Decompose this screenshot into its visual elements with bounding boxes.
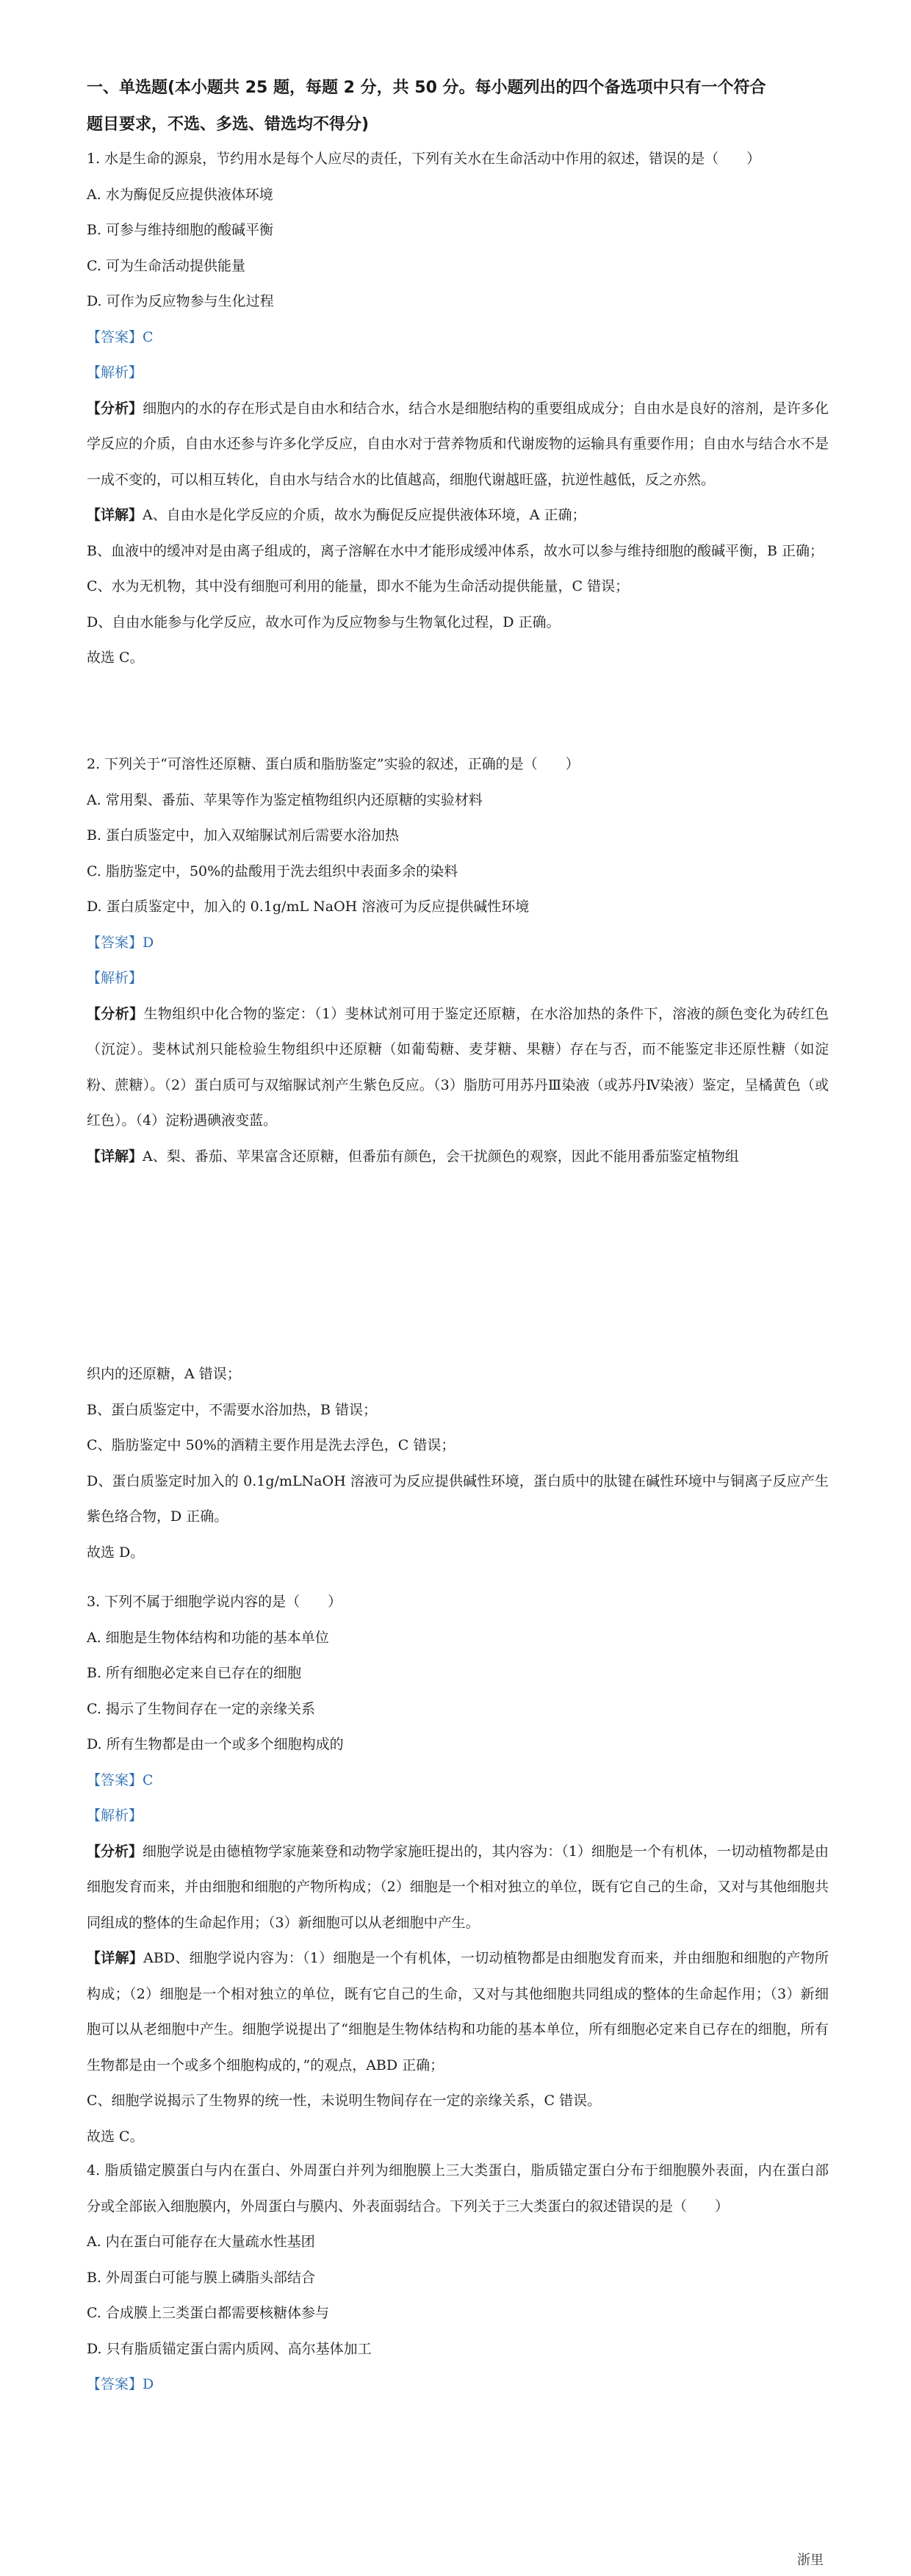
analysis-tag: 【分析】 [87, 400, 143, 417]
question-4 [87, 2153, 829, 2403]
option-a: A. 水为酶促反应提供液体环境 [87, 186, 273, 203]
option-b: B. 可参与维持细胞的酸碱平衡 [87, 222, 274, 238]
question-stem: 2. 下列关于“可溶性还原糖、蛋白质和脂肪鉴定”实验的叙述，正确的是（ ） [87, 756, 580, 772]
option-d: D. 蛋白质鉴定中，加入的 0.1g/mL NaOH 溶液可为反应提供碱性环境 [87, 899, 530, 915]
detail-text-a-part1: A、梨、番茄、苹果富含还原糖，但番茄有颜色，会干扰颜色的观察，因此不能用番茄鉴定植物组 [143, 1148, 739, 1165]
option-c: C. 可为生命活动提供能量 [87, 257, 245, 274]
explanation-label: 【解析】 [87, 970, 143, 986]
option-d: D. 所有生物都是由一个或多个细胞构成的 [87, 1736, 344, 1752]
detail-text-b: B、蛋白质鉴定中，不需要水浴加热，B 错误； [87, 1401, 377, 1418]
conclusion: 故选 C。 [87, 2128, 144, 2145]
analysis-paragraph [87, 1834, 829, 1941]
conclusion: 故选 C。 [87, 650, 144, 666]
option-c: C. 揭示了生物间存在一定的亲缘关系 [87, 1700, 315, 1717]
explanation-label: 【解析】 [87, 1807, 143, 1824]
question-1 [87, 141, 829, 676]
detail-text-c: C、水为无机物，其中没有细胞可利用的能量，即水不能为生命活动提供能量，C 错误； [87, 578, 630, 594]
analysis-text: 细胞内的水的存在形式是自由水和结合水，结合水是细胞结构的重要组成成分；自由水是良好的溶剂，是许多化学反应的介质，自由水还参与许多化学反应，自由水对于营养物质和代谢废物的运输具有重要作用；自由水与结合水不是一成不变的，可以相互转化，自由水与结合水的比值越高，细胞代谢越旺盛，抗逆性越低，反之亦然。 [87, 400, 829, 488]
option-a: A. 内在蛋白可能存在大量疏水性基团 [87, 2234, 315, 2250]
option-a: A. 细胞是生物体结构和功能的基本单位 [87, 1629, 329, 1646]
detail-tag: 【详解】 [87, 1950, 144, 1966]
section-title-line2: 题目要求，不选、多选、错选均不得分) [87, 115, 370, 134]
answer-label: 【答案】C [87, 328, 154, 345]
analysis-tag: 【分析】 [87, 1005, 144, 1022]
detail-text-d: D、蛋白质鉴定时加入的 0.1g/mLNaOH 溶液可为反应提供碱性环境，蛋白质中的肽键在碱性环境中与铜离子反应产生紫色络合物，D 正确。 [87, 1472, 829, 1525]
option-d: D. 只有脂质锚定蛋白需内质网、高尔基体加工 [87, 2340, 372, 2357]
section-heading [87, 70, 829, 143]
option-a: A. 常用梨、番茄、苹果等作为鉴定植物组织内还原糖的实验材料 [87, 791, 483, 808]
footer-text: 浙里 [797, 2552, 824, 2568]
answer-label: 【答案】D [87, 934, 154, 951]
option-c: C. 合成膜上三类蛋白都需要核糖体参与 [87, 2305, 329, 2321]
detail-text-b: B、血液中的缓冲对是由离子组成的，离子溶解在水中才能形成缓冲体系，故水可以参与维持细胞的酸碱平衡，B 正确； [87, 542, 824, 559]
detail-paragraph [87, 1940, 829, 2083]
option-d: D. 可作为反应物参与生化过程 [87, 293, 274, 309]
analysis-text: 细胞学说是由德植物学家施莱登和动物学家施旺提出的，其内容为：（1）细胞是一个有机体，一切动植物都是由细胞发育而来，并由细胞和细胞的产物所构成；（2）细胞是一个相对独立的单位，既有它自己的生命，又对与其他细胞共同组成的整体的生命起作用；（3）新细胞可以从老细胞中产生。 [87, 1843, 829, 1931]
detail-text-a-part2: 织内的还原糖，A 错误； [87, 1366, 241, 1382]
analysis-text: 生物组织中化合物的鉴定：（1）斐林试剂可用于鉴定还原糖，在水浴加热的条件下，溶液的颜色变化为砖红色（沉淀）。斐林试剂只能检验生物组织中还原糖（如葡萄糖、麦芽糖、果糖）存在与否，而不能鉴定非还原性糖（如淀粉、蔗糖）。（2）蛋白质可与双缩脲试剂产生紫色反应。（3）脂肪可用苏丹Ⅲ染液（或苏丹Ⅳ染液）鉴定，呈橘黄色（或红色）。（4）淀粉遇碘液变蓝。 [87, 1005, 829, 1129]
question-2-continued [87, 1356, 829, 1570]
detail-text-c: C、脂肪鉴定中 50%的酒精主要作用是洗去浮色，C 错误； [87, 1437, 455, 1453]
analysis-tag: 【分析】 [87, 1843, 143, 1860]
analysis-paragraph [87, 996, 829, 1139]
question-stem: 4. 脂质锚定膜蛋白与内在蛋白、外周蛋白并列为细胞膜上三大类蛋白，脂质锚定蛋白分布于细胞膜外表面，内在蛋白部分或全部嵌入细胞膜内，外周蛋白与膜内、外表面弱结合。下列关于三大类蛋白的叙述错误的是（ ） [87, 2162, 829, 2215]
analysis-paragraph [87, 391, 829, 498]
question-stem: 1. 水是生命的源泉，节约用水是每个人应尽的责任，下列有关水在生命活动中作用的叙述，错误的是（ ） [87, 151, 761, 167]
detail-text-abd: ABD、细胞学说内容为：（1）细胞是一个有机体，一切动植物都是由细胞发育而来，并由细胞和细胞的产物所构成；（2）细胞是一个相对独立的单位，既有它自己的生命，又对与其他细胞共同组成的整体的生命起作用；（3）新细胞可以从老细胞中产生。细胞学说提出了“细胞是生物体结构和功能的基本单位，所有细胞必定来自已存在的细胞，所有生物都是由一个或多个细胞构成的，”的观点，ABD 正确； [87, 1950, 829, 2073]
detail-text-c: C、细胞学说揭示了生物界的统一性，未说明生物间存在一定的亲缘关系，C 错误。 [87, 2093, 602, 2109]
detail-paragraph [87, 497, 829, 533]
explanation-label: 【解析】 [87, 364, 143, 381]
option-c: C. 脂肪鉴定中，50%的盐酸用于洗去组织中表面多余的染料 [87, 863, 458, 879]
detail-text-d: D、自由水能参与化学反应，故水可作为反应物参与生物氧化过程，D 正确。 [87, 614, 561, 630]
detail-tag: 【详解】 [87, 1148, 143, 1165]
question-3 [87, 1584, 829, 2154]
option-b: B. 所有细胞必定来自已存在的细胞 [87, 1665, 302, 1681]
option-b: B. 外周蛋白可能与膜上磷脂头部结合 [87, 2269, 316, 2286]
answer-label: 【答案】C [87, 1771, 154, 1788]
section-title-line1: 一、单选题(本小题共 25 题，每题 2 分，共 50 分。每小题列出的四个备选项中只有一个符合 [87, 79, 766, 97]
question-2 [87, 746, 829, 1174]
option-b: B. 蛋白质鉴定中，加入双缩脲试剂后需要水浴加热 [87, 827, 400, 843]
detail-paragraph [87, 1139, 829, 1175]
conclusion: 故选 D。 [87, 1544, 145, 1561]
detail-text-a: A、自由水是化学反应的介质，故水为酶促反应提供液体环境，A 正确； [143, 507, 586, 523]
detail-tag: 【详解】 [87, 507, 143, 523]
answer-label: 【答案】D [87, 2376, 154, 2392]
question-stem: 3. 下列不属于细胞学说内容的是（ ） [87, 1594, 342, 1610]
